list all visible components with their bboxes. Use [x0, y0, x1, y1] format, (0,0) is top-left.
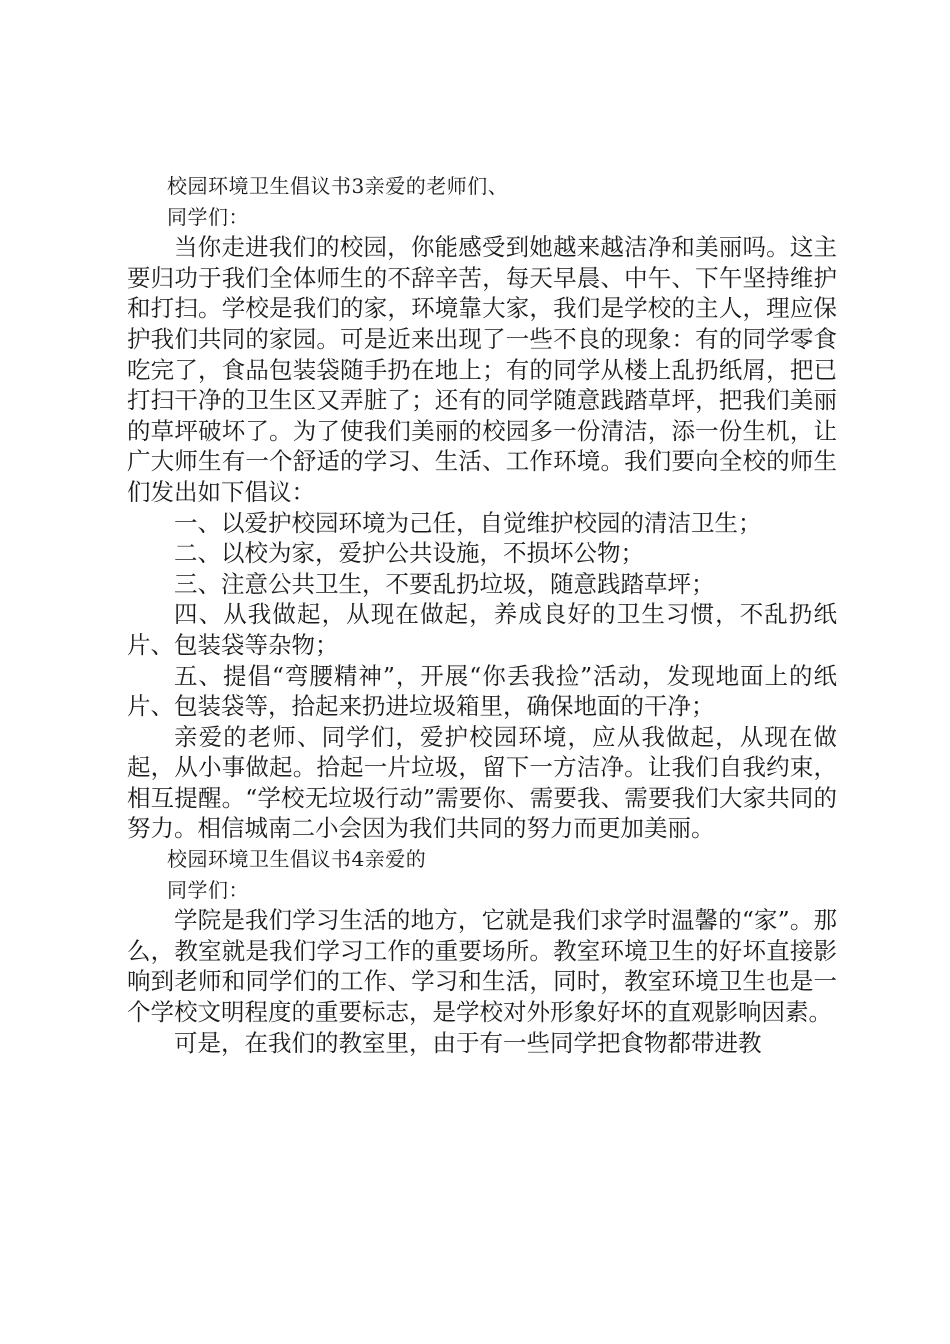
paragraph-classroom: 学院是我们学习生活的地方，它就是我们求学时温馨的“家”。那么，教室就是我们学习工作的重要场所。教室环境卫生的好坏直接影响到老师和同学们的工作、学习和生活，同时，教室环境卫生也是一个学校文明程度的重要标志，是学校对外形象好坏的直观影响因素。	[127, 906, 837, 1027]
proposal-item-2: 二、以校为家，爱护公共设施，不损坏公物；	[174, 539, 644, 568]
proposal-item-1: 一、以爱护校园环境为己任，自觉维护校园的清洁卫生；	[174, 508, 762, 537]
paragraph-continuation: 可是，在我们的教室里，由于有一些同学把食物都带进教	[174, 1028, 762, 1057]
paragraph-intro: 当你走进我们的校园，你能感受到她越来越洁净和美丽吗。这主要归功于我们全体师生的不辞辛苦，每天早晨、中午、下午坚持维护和打扫。学校是我们的家，环境靠大家，我们是学校的主人，理应保护我们共同的家园。可是近来出现了一些不良的现象：有的同学零食吃完了，食品包装袋随手扔在地上；有的同学从楼上乱扔纸屑，把已打扫干净的卫生区又弄脏了；还有的同学随意践踏草坪，把我们美丽的草坪破坏了。为了使我们美丽的校园多一份清洁，添一份生机，让广大师生有一个舒适的学习、生活、工作环境。我们要向全校的师生们发出如下倡议：	[127, 233, 837, 506]
document-page	[127, 171, 837, 1058]
heading-proposal-4: 校园环境卫生倡议书4亲爱的	[167, 847, 427, 872]
proposal-item-5: 五、提倡“弯腰精神”，开展“你丢我捡”活动，发现地面上的纸片、包装袋等，拾起来扔进垃圾箱里，确保地面的干净；	[127, 661, 837, 721]
salutation-students: 同学们：	[167, 204, 249, 229]
proposal-item-4: 四、从我做起，从现在做起，养成良好的卫生习惯，不乱扔纸片、包装袋等杂物；	[127, 600, 837, 659]
paragraph-closing: 亲爱的老师、同学们，爱护校园环境，应从我做起，从现在做起，从小事做起。拾起一片垃圾，留下一方洁净。让我们自我约束，相互提醒。“学校无垃圾行动”需要你、需要我、需要我们大家共同的努力。相信城南二小会因为我们共同的努力而更加美丽。	[127, 722, 837, 843]
proposal-item-3: 三、注意公共卫生，不要乱扔垃圾，随意践踏草坪；	[174, 569, 715, 598]
salutation-students-2: 同学们：	[167, 877, 249, 902]
heading-proposal-3: 校园环境卫生倡议书3亲爱的老师们、	[167, 174, 509, 198]
